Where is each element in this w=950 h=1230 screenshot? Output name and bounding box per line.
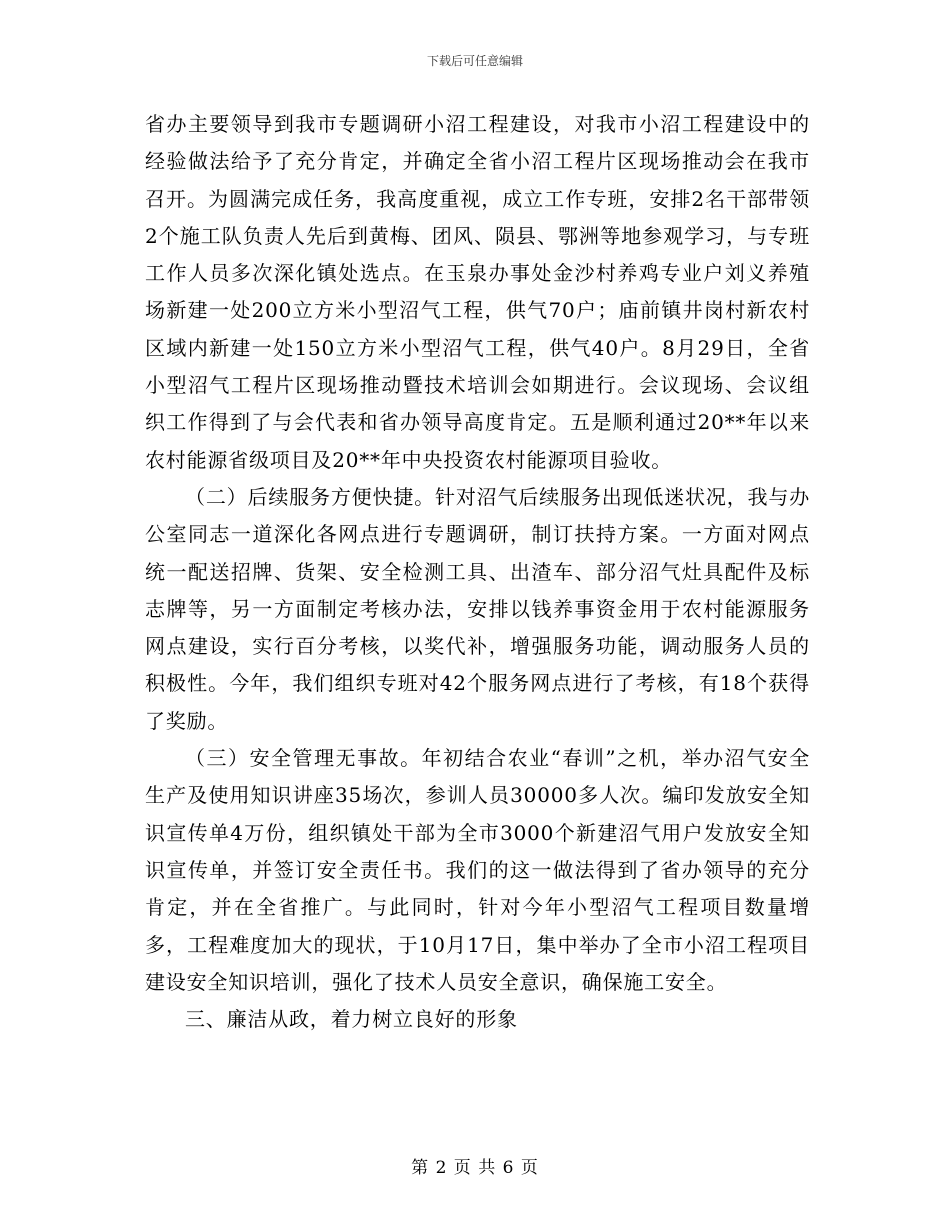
paragraph-1: 省办主要领导到我市专题调研小沼工程建设，对我市小沼工程建设中的经验做法给予了充分肯定，并确定全省小沼工程片区现场推动会在我市召开。为圆满完成任务，我高度重视，成立工作专班，安排2名干部带领2个施工队负责人先后到黄梅、团风、陨县、鄂洲等地参观学习，与专班工作人员多次深化镇处选点。在玉泉办事处金沙村养鸡专业户刘义养殖场新建一处200立方米小型沼气工程，供气70户；庙前镇井岗村新农村区域内新建一处150立方米小型沼气工程，供气40户。8月29日，全省小型沼气工程片区现场推动暨技术培训会如期进行。会议现场、会议组织工作得到了与会代表和省办领导高度肯定。五是顺利通过20**年以来农村能源省级项目及20**年中央投资农村能源项目验收。 xyxy=(145,112,810,472)
paragraph-2: （二）后续服务方便快捷。针对沼气后续服务出现低迷状况，我与办公室同志一道深化各网点进行专题调研，制订扶持方案。一方面对网点统一配送招牌、货架、安全检测工具、出渣车、部分沼气灶具配件及标志牌等，另一方面制定考核办法，安排以钱养事资金用于农村能源服务网点建设，实行百分考核，以奖代补，增强服务功能，调动服务人员的积极性。今年，我们组织专班对42个服务网点进行了考核，有18个获得了奖励。 xyxy=(145,484,810,733)
page-footer: 第 2 页 共 6 页 xyxy=(411,1158,539,1178)
paragraph-3: （三）安全管理无事故。年初结合农业“春训”之机，举办沼气安全生产及使用知识讲座35场次，参训人员30000多人次。编印发放安全知识宣传单4万份，组织镇处干部为全市3000个新建沼气用户发放安全知识宣传单，并签订安全责任书。我们的这一做法得到了省办领导的充分肯定，并在全省推广。与此同时，针对今年小型沼气工程项目数量增多，工程难度加大的现状，于10月17日，集中举办了全市小沼工程项目建设安全知识培训，强化了技术人员安全意识，确保施工安全。 xyxy=(145,746,810,994)
section-heading: 三、廉洁从政，着力树立良好的形象 xyxy=(185,1007,518,1032)
document-body xyxy=(145,106,810,1038)
page-header: 下载后可任意编辑 xyxy=(426,54,523,68)
